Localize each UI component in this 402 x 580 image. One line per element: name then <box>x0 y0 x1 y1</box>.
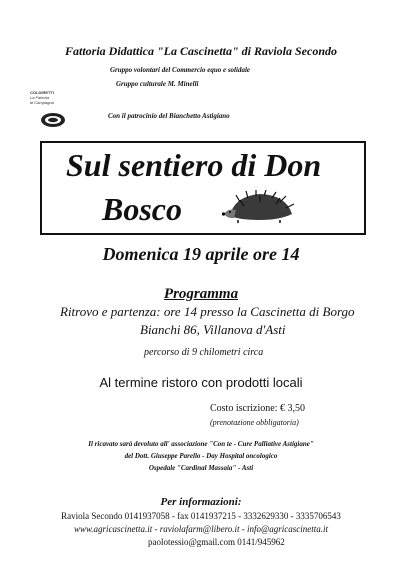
contact-phones: Raviola Secondo 0141937058 - fax 0141937215 - 3332629330 - 3335706543 <box>61 511 341 521</box>
donation-line-2: del Dott. Giuseppe Parello - Day Hospital oncologico <box>124 452 278 460</box>
coldiretti-logo <box>30 90 82 114</box>
booking-note: (prenotazione obbligatoria) <box>210 418 299 427</box>
registration-cost: Costo iscrizione: € 3,50 <box>210 403 305 414</box>
hedgehog-icon <box>220 190 298 224</box>
route-length: percorso di 9 chilometri circa <box>144 347 264 358</box>
banner-title-line-2: Bosco <box>102 191 182 227</box>
meeting-line-1: Ritrovo e partenza: ore 14 presso la Cascinetta di Borgo <box>60 304 355 319</box>
logo-line-3: di Campagna <box>30 100 54 105</box>
header-subtitle-1: Gruppo volontari del Commercio equo e solidale <box>110 66 250 74</box>
donation-line-3: Ospedale "Cardinal Massaia" - Asti <box>148 464 254 472</box>
logo-line-1: COLDIRETTI <box>30 90 54 95</box>
ellipse-logo-icon <box>40 112 66 128</box>
refreshment-note: Al termine ristoro con prodotti locali <box>99 375 303 390</box>
program-heading: Programma <box>163 286 239 302</box>
contact-web-email: www.agricascinetta.it - raviolafarm@libero.it - info@agricascinetta.it <box>73 524 329 534</box>
banner-title-line-1: Sul sentiero di Don <box>66 147 322 183</box>
header-subtitle-2: Gruppo culturale M. Minelli <box>116 80 199 88</box>
patronage-text: Con il patrocinio del Bianchetto Astigiano <box>108 112 230 120</box>
header-title: Fattoria Didattica "La Cascinetta" di Raviola Secondo <box>65 44 337 58</box>
meeting-line-2: Bianchi 86, Villanova d'Asti <box>140 322 286 337</box>
event-date: Domenica 19 aprile ore 14 <box>102 244 300 264</box>
logo-line-2: La Fattoria <box>30 95 50 100</box>
info-heading: Per informazioni: <box>160 496 242 508</box>
contact-email-phone: paolotessio@gmail.com 0141/945962 <box>148 537 285 547</box>
donation-line-1: Il ricavato sarà devoluto all' associazione "Con te - Cure Palliative Astigiane" <box>88 440 314 448</box>
